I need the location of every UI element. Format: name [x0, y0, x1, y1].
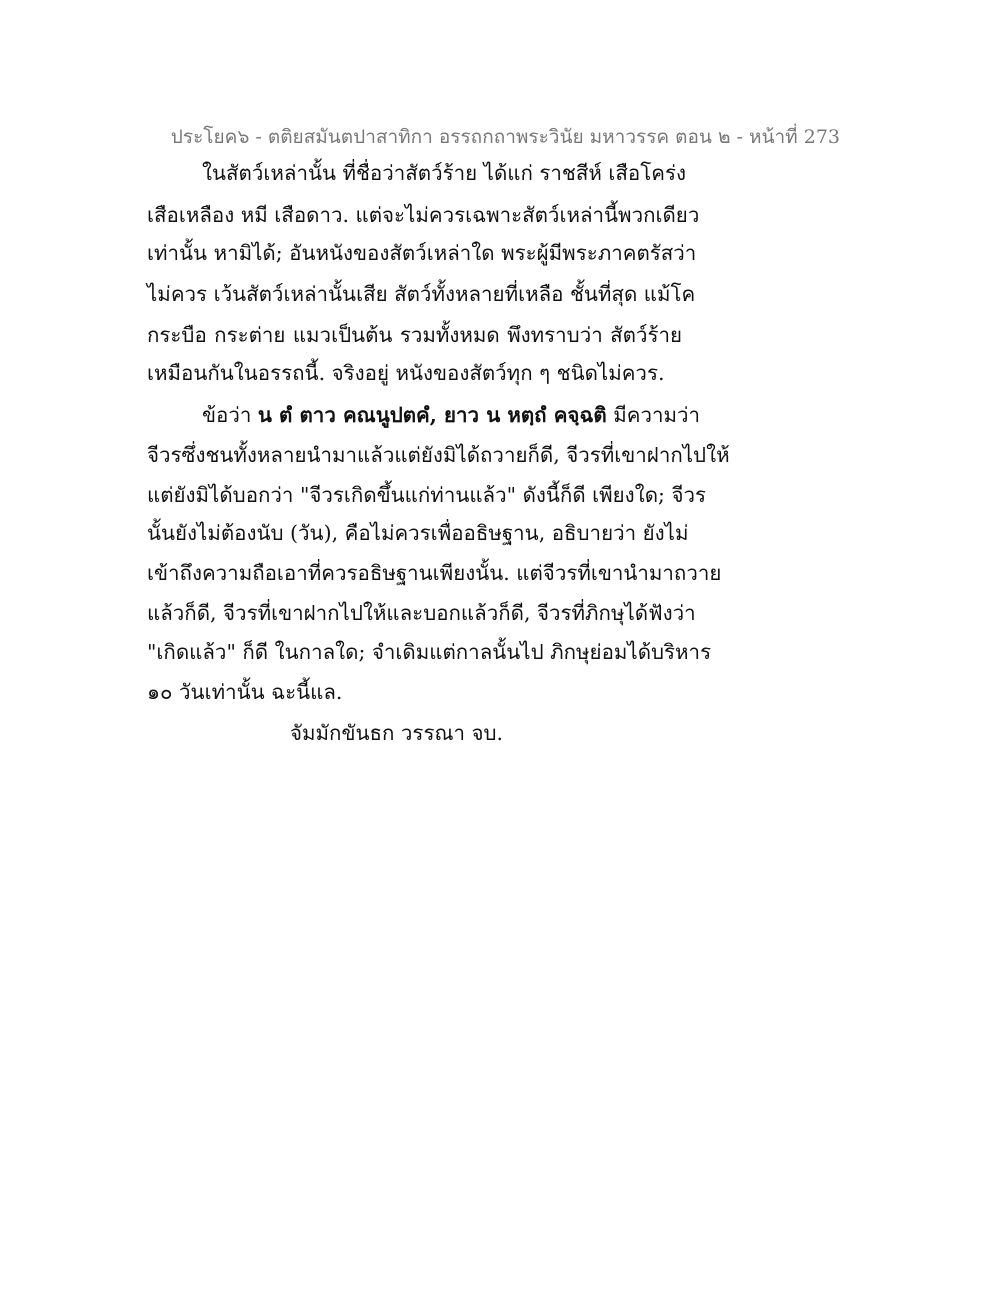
section-end-line: จัมมักขันธก วรรณา จบ.: [290, 721, 504, 745]
running-header: ประโยค๖ - ตติยสมันตปาสาทิกา อรรถกถาพระวินัย มหาวรรค ตอน ๒ - หน้าที่ 273: [170, 126, 840, 148]
paragraph-2-line-2: จีวรซึ่งชนทั้งหลายนำมาแล้วแต่ยังมิได้ถวายก็ดี, จีวรที่เขาฝากไปให้: [147, 443, 730, 467]
paragraph-2-suffix: มีความว่า: [613, 403, 701, 427]
paragraph-1-line-5: กระบือ กระต่าย แมวเป็นต้น รวมทั้งหมด พึงทราบว่า สัตว์ร้าย: [147, 323, 682, 347]
paragraph-2-line-1: [202, 400, 701, 430]
paragraph-1-line-2: เสือเหลือง หมี เสือดาว. แต่จะไม่ควรเฉพาะสัตว์เหล่านี้พวกเดียว: [147, 203, 700, 227]
paragraph-2-line-6: แล้วก็ดี, จีวรที่เขาฝากไปให้และบอกแล้วก็ดี, จีวรที่ภิกษุได้ฟังว่า: [147, 601, 696, 625]
paragraph-2-line-8: ๑๐ วันเท่านั้น ฉะนี้แล.: [147, 680, 343, 704]
paragraph-2-line-3: แต่ยังมิได้บอกว่า "จีวรเกิดขึ้นแก่ท่านแล้ว" ดังนี้ก็ดี เพียงใด; จีวร: [147, 483, 706, 507]
paragraph-1-line-6: เหมือนกันในอรรถนี้. จริงอยู่ หนังของสัตว์ทุก ๆ ชนิดไม่ควร.: [147, 361, 665, 385]
paragraph-1-line-4: ไม่ควร เว้นสัตว์เหล่านั้นเสีย สัตว์ทั้งหลายที่เหลือ ชั้นที่สุด แม้โค: [147, 282, 696, 306]
paragraph-1-line-1: ในสัตว์เหล่านั้น ที่ชื่อว่าสัตว์ร้าย ได้แก่ ราชสีห์ เสือโคร่ง: [202, 161, 686, 185]
paragraph-2-prefix: ข้อว่า: [202, 403, 252, 427]
paragraph-2-line-5: เข้าถึงความถือเอาที่ควรอธิษฐานเพียงนั้น. แต่จีวรที่เขานำมาถวาย: [147, 561, 722, 585]
paragraph-2-line-7: "เกิดแล้ว" ก็ดี ในกาลใด; จำเดิมแต่กาลนั้นไป ภิกษุย่อมได้บริหาร: [147, 640, 712, 664]
paragraph-2-line-4: นั้นยังไม่ต้องนับ (วัน), คือไม่ควรเพื่ออธิษฐาน, อธิบายว่า ยังไม่: [147, 521, 689, 545]
paragraph-1-line-3: เท่านั้น หามิได้; อันหนังของสัตว์เหล่าใด พระผู้มีพระภาคตรัสว่า: [147, 241, 697, 265]
pali-quote: น ตํ ตาว คณนูปตคํ, ยาว น หตฺถํ คจฺฉติ: [257, 403, 607, 427]
